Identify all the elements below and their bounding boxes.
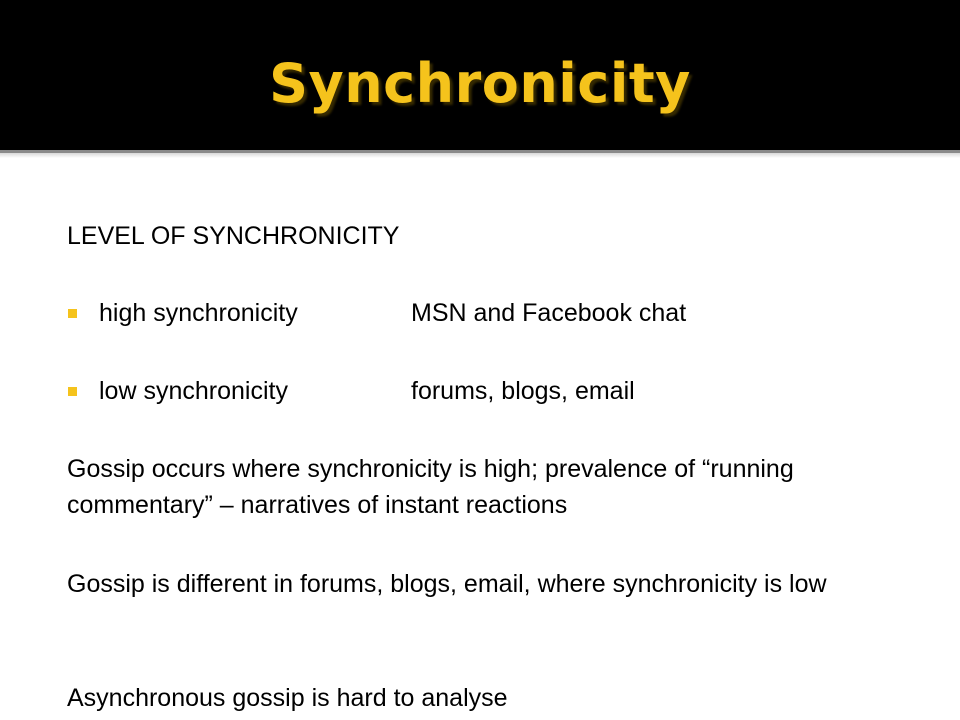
square-bullet-icon bbox=[68, 309, 77, 318]
bullet-label: high synchronicity bbox=[99, 299, 298, 327]
title-bar bbox=[0, 0, 960, 150]
paragraph-asynchronous: Asynchronous gossip is hard to analyse bbox=[67, 684, 508, 712]
section-heading: LEVEL OF SYNCHRONICITY bbox=[67, 222, 400, 250]
bullet-detail: forums, blogs, email bbox=[411, 377, 635, 405]
title-divider bbox=[0, 153, 960, 158]
slide-title: Synchronicity bbox=[269, 52, 691, 115]
square-bullet-icon bbox=[68, 387, 77, 396]
paragraph-gossip-different: Gossip is different in forums, blogs, email, where synchronicity is low bbox=[67, 570, 827, 598]
bullet-label: low synchronicity bbox=[99, 377, 288, 405]
paragraph-gossip-high: Gossip occurs where synchronicity is high; prevalence of “running commentary” – narratives of instant reactions bbox=[67, 455, 794, 519]
bullet-detail: MSN and Facebook chat bbox=[411, 299, 687, 327]
